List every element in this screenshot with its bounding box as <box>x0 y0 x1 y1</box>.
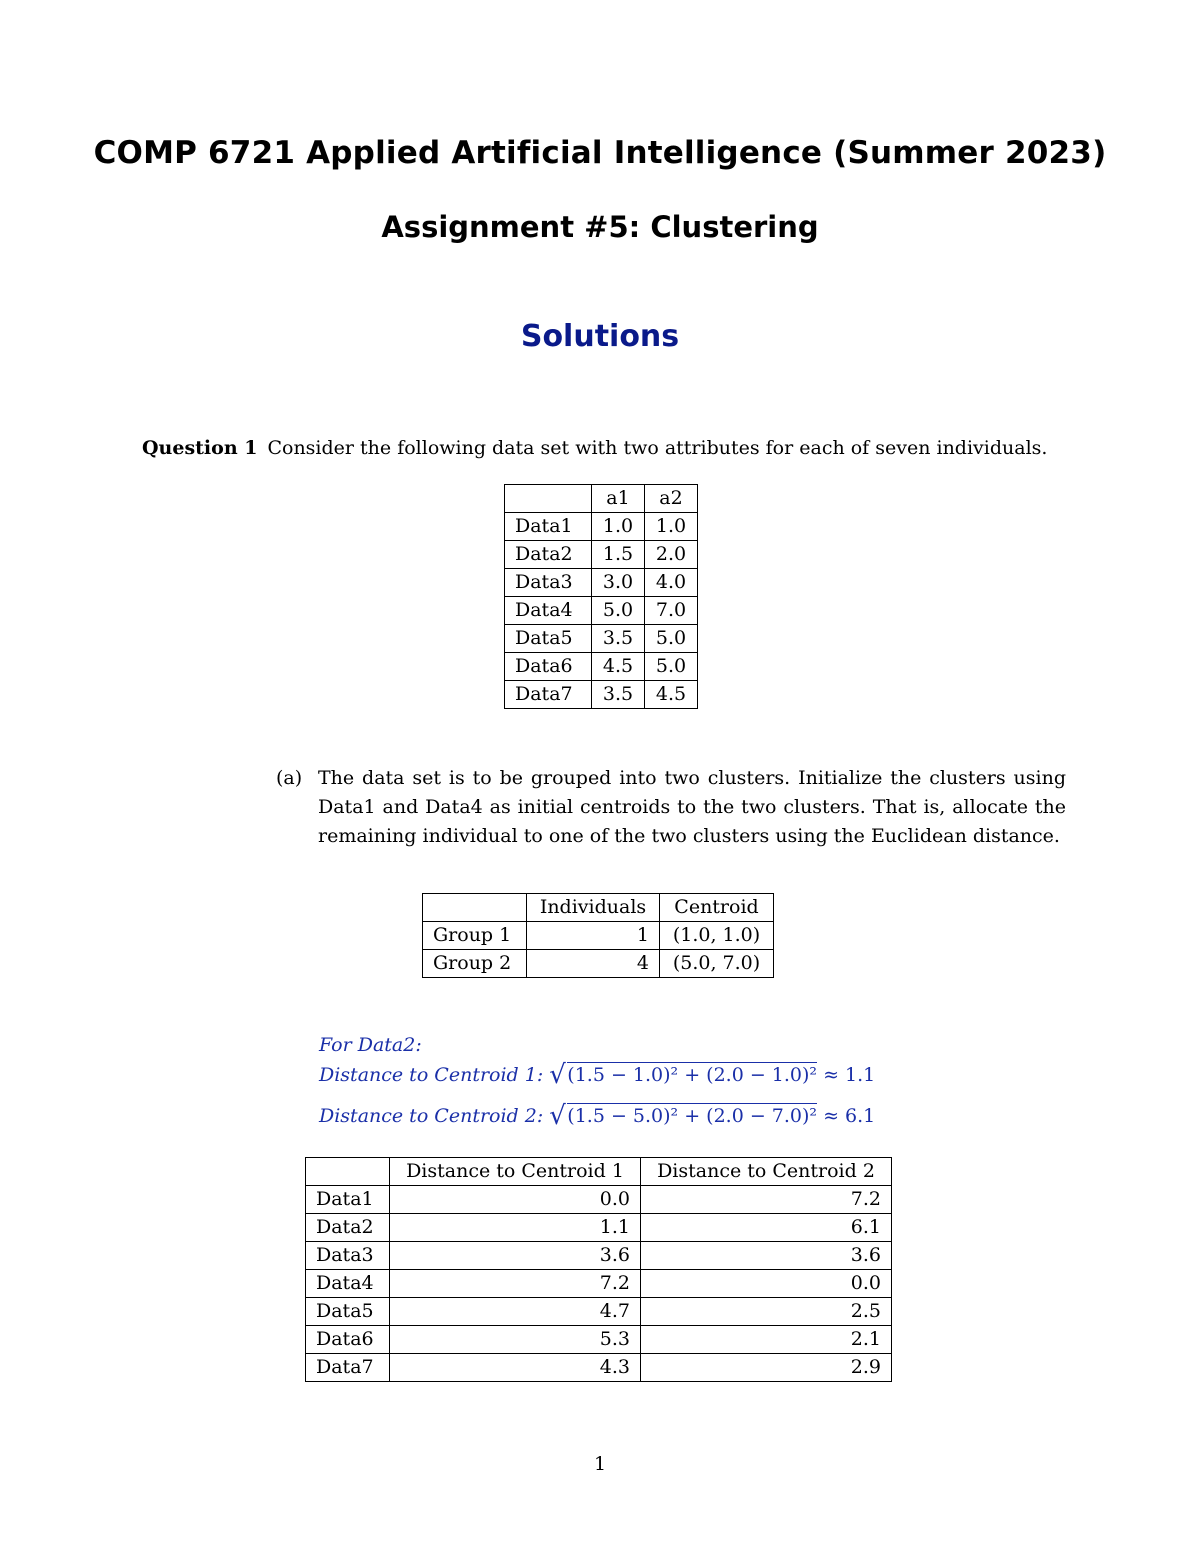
table-cell: 4.0 <box>645 569 698 597</box>
table-cell: Data6 <box>306 1326 390 1354</box>
distance-2-line <box>319 1101 876 1131</box>
distance-1-label: Distance to Centroid 1: <box>319 1064 544 1086</box>
table-row <box>505 569 698 597</box>
table-cell: 5.0 <box>592 597 645 625</box>
table-row <box>505 625 698 653</box>
table-cell: Data1 <box>306 1186 390 1214</box>
solution-for-label: For Data2: <box>319 1034 422 1056</box>
question-text: Consider the following data set with two attributes for each of seven individuals. <box>267 437 1048 459</box>
sqrt-icon: √ <box>549 1101 566 1131</box>
table-cell: 4.5 <box>645 681 698 709</box>
table-cell: 5.0 <box>645 625 698 653</box>
table-row <box>423 950 774 978</box>
table-cell: Data3 <box>306 1242 390 1270</box>
table-cell: Data5 <box>505 625 592 653</box>
table-header-cell: Centroid <box>660 894 774 922</box>
table-row <box>306 1270 892 1298</box>
table-row <box>505 541 698 569</box>
table-row <box>505 597 698 625</box>
page-number: 1 <box>593 1453 607 1475</box>
distance-2-result: ≈ 6.1 <box>823 1105 876 1127</box>
table-cell: Data3 <box>505 569 592 597</box>
distance-1-expression: (1.5 − 1.0)² + (2.0 − 1.0)² <box>567 1064 818 1086</box>
question-label: Question 1 <box>142 437 258 459</box>
distance-2-expression: (1.5 − 5.0)² + (2.0 − 7.0)² <box>567 1105 818 1127</box>
solutions-heading: Solutions <box>520 319 680 354</box>
table-header-cell: a2 <box>645 485 698 513</box>
table-row <box>505 653 698 681</box>
part-a-label: (a) <box>276 767 303 789</box>
table-cell: Group 1 <box>423 922 527 950</box>
table-cell: 2.1 <box>641 1326 892 1354</box>
table-cell: (1.0, 1.0) <box>660 922 774 950</box>
table-cell: Data2 <box>306 1214 390 1242</box>
table-cell: 0.0 <box>390 1186 641 1214</box>
assignment-subtitle: Assignment #5: Clustering <box>381 210 819 244</box>
table-cell: Data7 <box>505 681 592 709</box>
table-row <box>306 1354 892 1382</box>
table-cell: 4 <box>527 950 660 978</box>
table-cell: 1.5 <box>592 541 645 569</box>
table-cell: 7.2 <box>641 1186 892 1214</box>
table-cell: 1.0 <box>645 513 698 541</box>
part-a <box>276 764 1066 851</box>
table-cell: 4.3 <box>390 1354 641 1382</box>
table-cell: 3.5 <box>592 625 645 653</box>
table-cell: 4.5 <box>592 653 645 681</box>
table-cell: 1.1 <box>390 1214 641 1242</box>
table-cell: (5.0, 7.0) <box>660 950 774 978</box>
table-cell: Data7 <box>306 1354 390 1382</box>
table-row <box>306 1242 892 1270</box>
table-header-cell <box>306 1158 390 1186</box>
table-row <box>505 513 698 541</box>
table-cell: 3.5 <box>592 681 645 709</box>
table-row <box>306 1298 892 1326</box>
document-title: COMP 6721 Applied Artificial Intelligence (Summer 2023) <box>93 135 1107 171</box>
table-cell: 3.6 <box>641 1242 892 1270</box>
table-header-cell: Distance to Centroid 2 <box>641 1158 892 1186</box>
distance-2-label: Distance to Centroid 2: <box>319 1105 544 1127</box>
table-cell: Group 2 <box>423 950 527 978</box>
table-row <box>306 1186 892 1214</box>
table-cell: 1 <box>527 922 660 950</box>
distance-1-result: ≈ 1.1 <box>823 1064 876 1086</box>
sqrt-icon: √ <box>549 1060 566 1090</box>
group-table <box>422 893 774 978</box>
table-cell: 3.6 <box>390 1242 641 1270</box>
distance-2-formula <box>549 1101 818 1131</box>
table-header-cell <box>423 894 527 922</box>
table-header-cell <box>505 485 592 513</box>
part-a-text: The data set is to be grouped into two clusters. Initialize the clusters using Data1 and Data4 as initial centroids to the two clusters. That is, allocate the remaining individual to one of the two clusters using the Euclidean distance. <box>318 767 1066 847</box>
table-row <box>505 681 698 709</box>
table-cell: 2.9 <box>641 1354 892 1382</box>
table-row <box>306 1326 892 1354</box>
table-cell: 5.0 <box>645 653 698 681</box>
table-cell: Data5 <box>306 1298 390 1326</box>
table-header-cell: a1 <box>592 485 645 513</box>
table-cell: 5.3 <box>390 1326 641 1354</box>
question-1 <box>142 437 1047 459</box>
table-cell: 4.7 <box>390 1298 641 1326</box>
table-cell: Data2 <box>505 541 592 569</box>
table-cell: Data4 <box>505 597 592 625</box>
table-cell: 2.0 <box>645 541 698 569</box>
table-cell: Data1 <box>505 513 592 541</box>
table-cell: Data6 <box>505 653 592 681</box>
table-row <box>423 922 774 950</box>
data-table <box>504 484 698 709</box>
table-header-row <box>505 485 698 513</box>
table-cell: 6.1 <box>641 1214 892 1242</box>
table-header-row <box>423 894 774 922</box>
table-header-cell: Individuals <box>527 894 660 922</box>
table-cell: 2.5 <box>641 1298 892 1326</box>
table-cell: 7.2 <box>390 1270 641 1298</box>
table-header-row <box>306 1158 892 1186</box>
table-cell: 0.0 <box>641 1270 892 1298</box>
distance-1-line <box>319 1060 876 1090</box>
distance-1-formula <box>549 1060 818 1090</box>
table-cell: Data4 <box>306 1270 390 1298</box>
table-cell: 3.0 <box>592 569 645 597</box>
table-row <box>306 1214 892 1242</box>
distance-table <box>305 1157 892 1382</box>
table-cell: 7.0 <box>645 597 698 625</box>
table-cell: 1.0 <box>592 513 645 541</box>
table-header-cell: Distance to Centroid 1 <box>390 1158 641 1186</box>
